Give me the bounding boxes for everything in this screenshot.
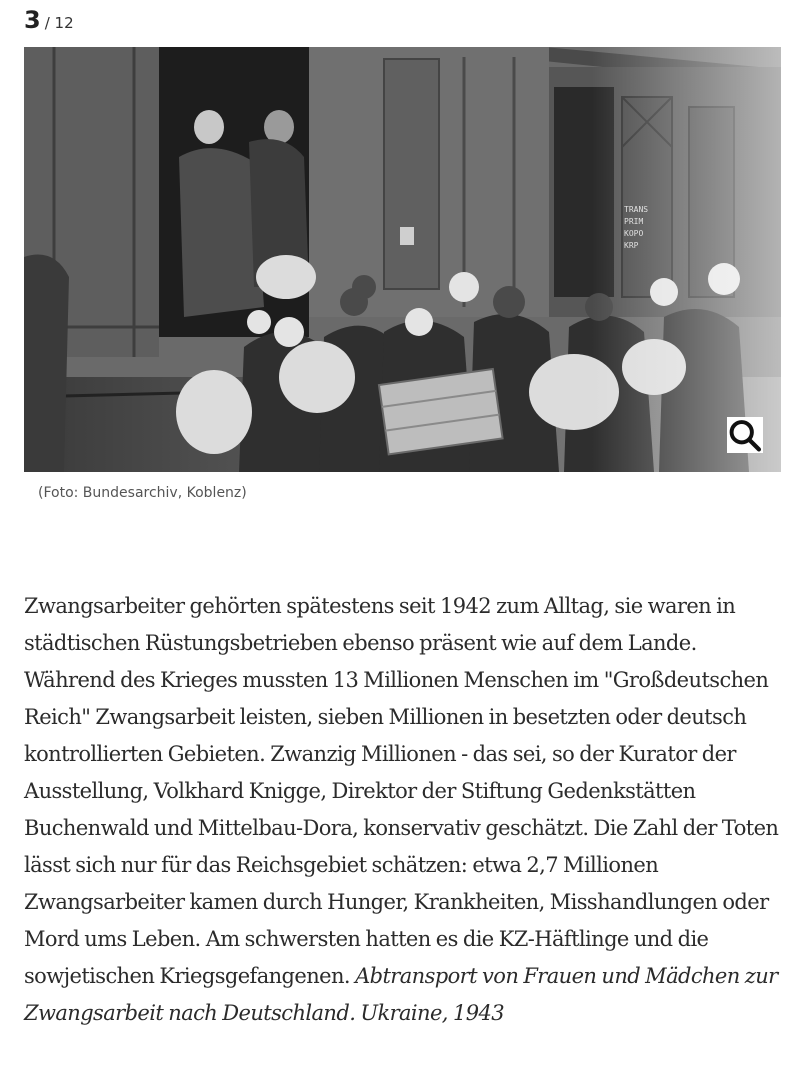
gallery-total: / 12 [44, 14, 74, 32]
article-body: Zwangsarbeiter gehörten spätestens seit 1942 zum Alltag, sie waren in städtischen Rüstungsbetrieben ebenso präsent wie auf dem Lande. Während des Krieges mussten 13 Millionen Menschen im "Großdeutschen Reich" Zwangsarbeit leisten, sieben Millionen in besetzten oder deutsch kontrollierten Gebieten. Zwanzig Millionen - das sei, so der Kurator der Ausstellung, Volkhard Knigge, Direktor der Stiftung Gedenkstätten Buchenwald und Mittelbau-Dora, konservativ geschätzt. Die Zahl der Toten lässt sich nur für das Reichsgebiet schätzen: etwa 2,7 Millionen Zwangsarbeiter kamen durch Hunger, Krankheiten, Misshandlungen oder Mord ums Leben. Am schwersten hatten es die KZ-Häftlinge und die sowjetischen Kriegsgefangenen. [24, 594, 779, 988]
gallery-current-index: 3 [24, 6, 41, 34]
gallery-photo[interactable] [24, 47, 781, 472]
photo-description: Abtransport von Frauen und Mädchen zur Zwangsarbeit nach Deutschland. Ukraine, 1943 [24, 964, 778, 1025]
article-paragraph [24, 588, 784, 1032]
search-icon [727, 223, 763, 473]
photo-illustration [24, 47, 781, 472]
photo-caption: (Foto: Bundesarchiv, Koblenz) [38, 485, 247, 501]
zoom-button[interactable] [727, 417, 763, 453]
gallery-counter [24, 6, 74, 34]
